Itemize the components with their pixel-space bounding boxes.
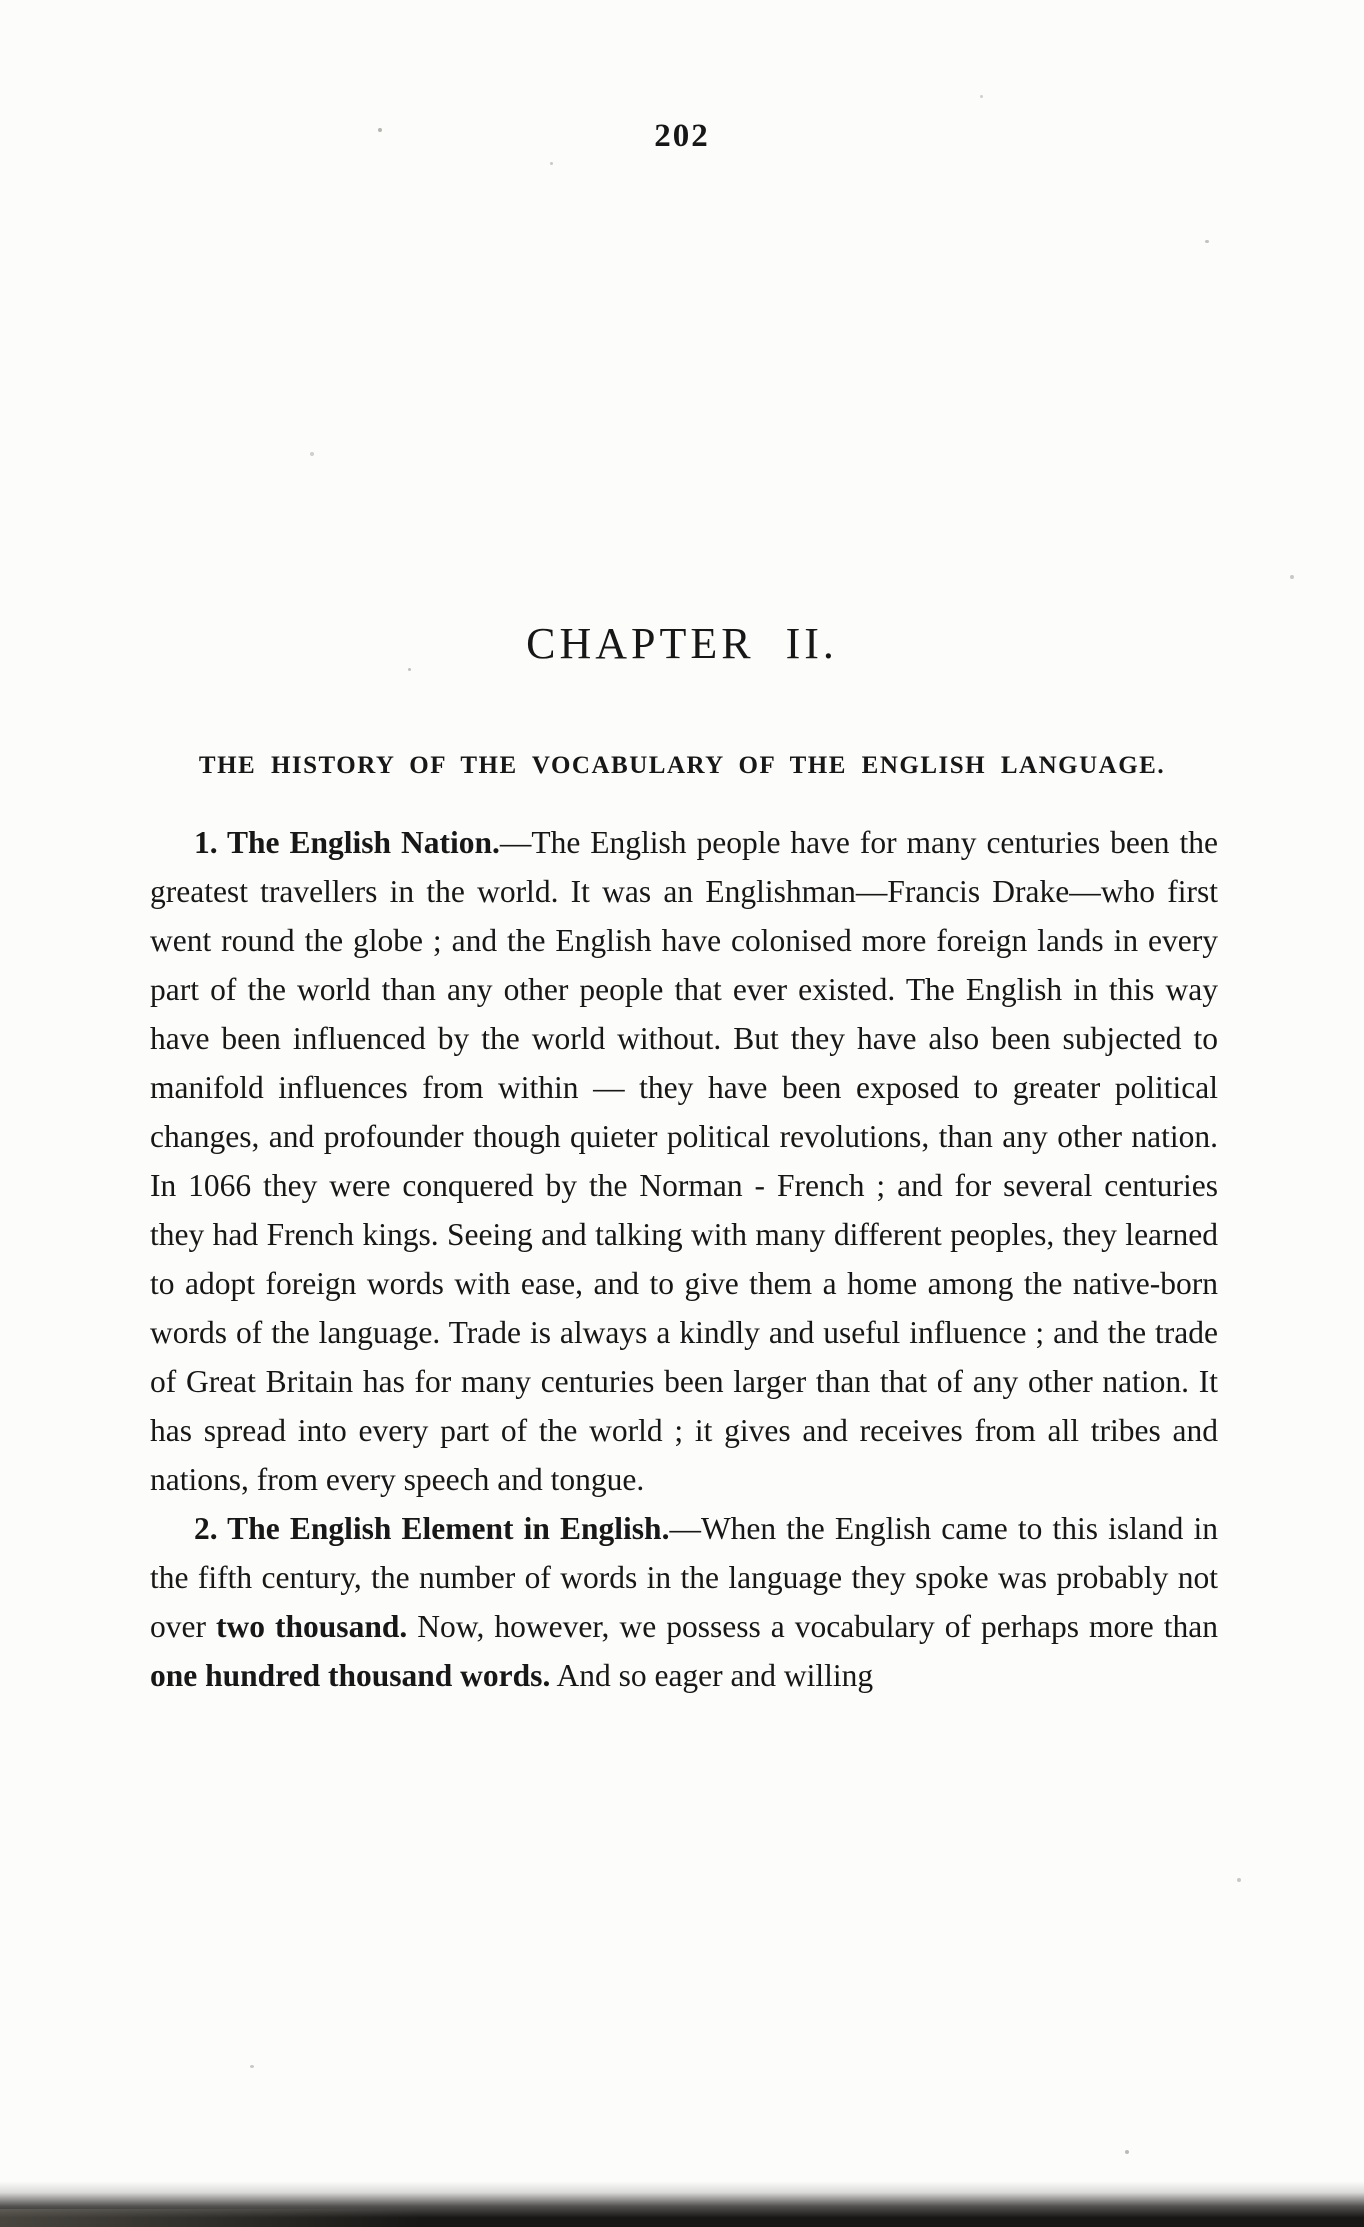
bold-text-segment: 2. The English Element in English. (194, 1511, 670, 1546)
scan-speck (1205, 240, 1209, 243)
body-text (150, 818, 1218, 1700)
scan-speck (250, 2065, 254, 2068)
paragraph (150, 818, 1218, 1504)
text-segment: —When the English came to this island in the fifth century, the number of words in the language they spoke was probably not over (150, 1511, 1218, 1644)
bold-text-segment: one hundred thousand words. (150, 1658, 551, 1693)
scan-speck (980, 95, 983, 98)
page-number: 202 (654, 118, 710, 154)
scan-speck (310, 452, 314, 456)
scan-speck (1237, 1878, 1241, 1882)
chapter-heading: CHAPTER II. (526, 619, 838, 668)
bold-text-segment: two thousand. (216, 1609, 408, 1644)
scan-edge-shadow (0, 2181, 1364, 2227)
section-title: THE HISTORY OF THE VOCABULARY OF THE ENGLISH LANGUAGE. (198, 752, 1166, 779)
scan-speck (550, 162, 553, 165)
scan-speck (1125, 2150, 1129, 2154)
text-segment: —The English people have for many centuries been the greatest travellers in the world. It was an Englishman—Francis Drake—who first went round the globe ; and the English have colonised more foreign lands in every part of the world than any other people that ever existed. The English in this way have been influenced by the world without. But they have also been subjected to manifold influences from within — they have been exposed to greater political changes, and profounder though quieter political revolutions, than any other nation. In 1066 they were conquered by the Norman - French ; and for several centuries they had French kings. Seeing and talking with many different peoples, they learned to adopt foreign words with ease, and to give them a home among the native-born words of the language. Trade is always a kindly and useful influence ; and the trade of Great Britain has for many centuries been larger than that of any other nation. It has spread into every part of the world ; it gives and receives from all tribes and nations, from every speech and tongue. (150, 825, 1218, 1497)
scan-speck (408, 668, 411, 671)
text-segment: Now, however, we possess a vocabulary of perhaps more than (407, 1609, 1218, 1644)
text-segment: And so eager and willing (550, 1658, 874, 1693)
scan-speck (1290, 575, 1294, 579)
scan-speck (378, 128, 382, 132)
paragraph (150, 1504, 1218, 1700)
bold-text-segment: 1. The English Nation. (194, 825, 500, 860)
